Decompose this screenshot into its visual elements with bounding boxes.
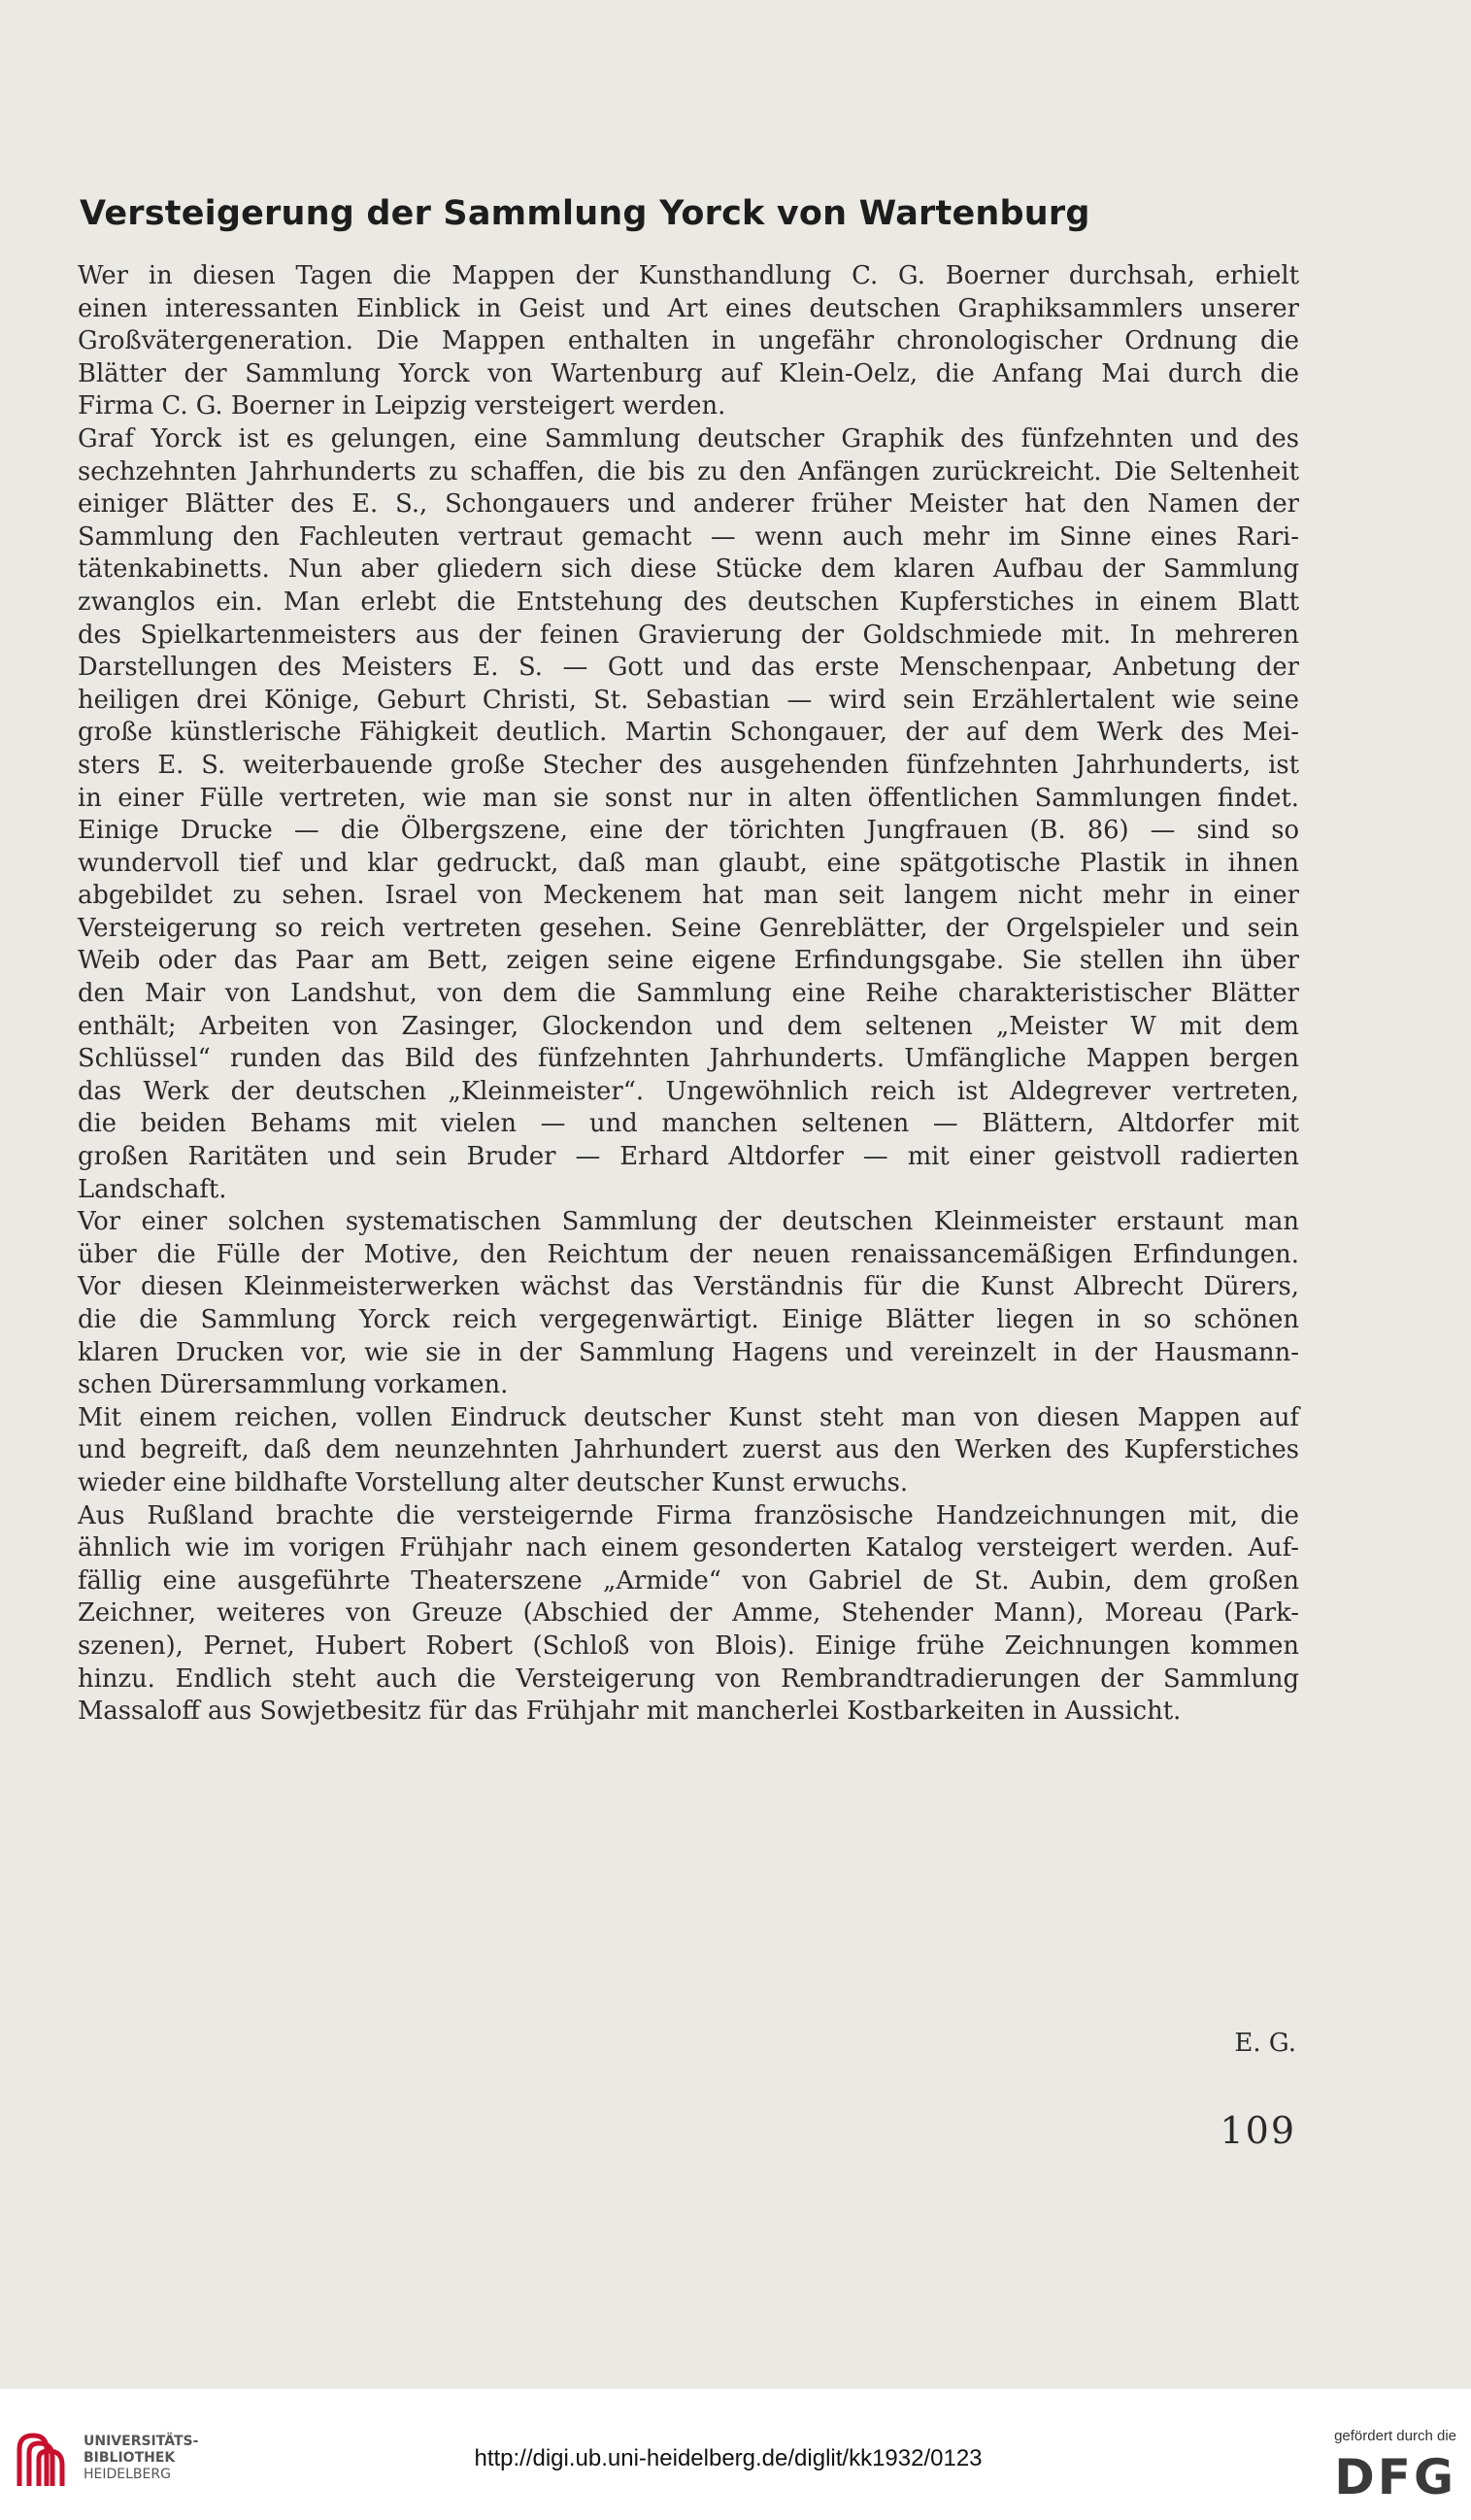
- text-line: die beiden Behams mit vielen — und manchen seltenen — Blättern, Altdorfer mit: [78, 1109, 1299, 1139]
- text-line: Vor diesen Kleinmeisterwerken wächst das Verständnis für die Kunst Albrecht Dürers,: [78, 1272, 1299, 1302]
- text-line: große künstlerische Fähigkeit deutlich. Martin Schongauer, der auf dem Werk des Mei-: [78, 718, 1299, 748]
- text-line: über die Fülle der Motive, den Reichtum der neuen renaissancemäßigen Erfindungen.: [78, 1239, 1299, 1269]
- text-line: tätenkabinetts. Nun aber gliedern sich diese Stücke dem klaren Aufbau der Sammlung: [78, 554, 1299, 585]
- text-line: in einer Fülle vertreten, wie man sie sonst nur in alten öffentlichen Sammlungen findet.: [78, 783, 1299, 813]
- text-line: Weib oder das Paar am Bett, zeigen seine eigene Erfindungsgabe. Sie stellen ihn über: [78, 946, 1299, 976]
- text-line: Versteigerung so reich vertreten gesehen. Seine Genreblätter, der Orgelspieler und sein: [78, 913, 1299, 943]
- text-line: des Spielkartenmeisters aus der feinen Gravierung der Goldschmiede mit. In mehreren: [78, 620, 1299, 650]
- article-title: Versteigerung der Sammlung Yorck von Wartenburg: [80, 194, 1090, 233]
- text-line: enthält; Arbeiten von Zasinger, Glockendon und dem seltenen „Meister W mit dem: [78, 1011, 1299, 1041]
- text-line: Graf Yorck ist es gelungen, eine Sammlung deutscher Graphik des fünfzehnten und des: [78, 423, 1299, 454]
- library-line: BIBLIOTHEK: [84, 2450, 176, 2466]
- text-line: den Mair von Landshut, von dem die Sammlung eine Reihe charakteristischer Blätter: [78, 979, 1299, 1009]
- text-line: einen interessanten Einblick in Geist und Art eines deutschen Graphiksammlers unserer: [78, 293, 1299, 323]
- dfg-logo: DFG: [1334, 2449, 1456, 2505]
- article-paragraph: [78, 1402, 1299, 1500]
- text-line: die die Sammlung Yorck reich vergegenwärtigt. Einige Blätter liegen in so schönen: [78, 1305, 1299, 1334]
- text-line: fällig eine ausgeführte Theaterszene „Armide“ von Gabriel de St. Aubin, dem großen: [78, 1565, 1299, 1596]
- text-line: abgebildet zu sehen. Israel von Meckenem hat man seit langem nicht mehr in einer: [78, 881, 1299, 911]
- text-line: Einige Drucke — die Ölbergszene, eine der törichten Jungfrauen (B. 86) — sind so: [78, 816, 1299, 846]
- text-line: hinzu. Endlich steht auch die Versteigerung von Rembrandtradierungen der Sammlung: [78, 1663, 1299, 1694]
- text-line: wieder eine bildhafte Vorstellung alter deutscher Kunst erwuchs.: [78, 1467, 909, 1497]
- text-line: szenen), Pernet, Hubert Robert (Schloß von Blois). Einige frühe Zeichnungen kommen: [78, 1630, 1299, 1661]
- text-line: klaren Drucken vor, wie sie in der Sammlung Hagens und vereinzelt in der Hausmann-: [78, 1337, 1299, 1367]
- text-line: das Werk der deutschen „Kleinmeister“. Ungewöhnlich reich ist Aldegrever vertreten,: [78, 1076, 1299, 1106]
- text-line: Aus Rußland brachte die versteigernde Firma französische Handzeichnungen mit, die: [78, 1500, 1299, 1530]
- text-line: wundervoll tief und klar gedruckt, daß man glaubt, eine spätgotische Plastik in ihnen: [78, 848, 1299, 878]
- text-line: Landschaft.: [78, 1174, 227, 1204]
- text-line: Großvätergeneration. Die Mappen enthalten in ungefähr chronologischer Ordnung die: [78, 326, 1299, 356]
- library-line: UNIVERSITÄTS-: [84, 2434, 199, 2449]
- text-line: Massaloff aus Sowjetbesitz für das Frühjahr mit mancherlei Kostbarkeiten in Aussicht.: [78, 1697, 1182, 1727]
- text-line: Blätter der Sammlung Yorck von Wartenburg auf Klein-Oelz, die Anfang Mai durch die: [78, 358, 1299, 388]
- article-paragraph: [78, 423, 1299, 1206]
- text-line: sters E. S. weiterbauende große Stecher des ausgehenden fünfzehnten Jahrhunderts, ist: [78, 750, 1299, 780]
- text-line: Schlüssel“ runden das Bild des fünfzehnten Jahrhunderts. Umfängliche Mappen bergen: [78, 1044, 1299, 1074]
- text-line: Vor einer solchen systematischen Sammlung der deutschen Kleinmeister erstaunt man: [78, 1207, 1299, 1237]
- article-paragraph: [78, 1206, 1299, 1402]
- university-library-name: [84, 2434, 198, 2483]
- page-number: 109: [1220, 2109, 1296, 2152]
- article-body: [78, 260, 1299, 1729]
- text-line: zwanglos ein. Man erlebt die Entstehung des deutschen Kupferstiches in einem Blatt: [78, 587, 1299, 617]
- text-line: Mit einem reichen, vollen Eindruck deutscher Kunst steht man von diesen Mappen auf: [78, 1402, 1299, 1432]
- text-line: Zeichner, weiteres von Greuze (Abschied der Amme, Stehender Mann), Moreau (Park-: [78, 1598, 1299, 1629]
- article-paragraph: [78, 260, 1299, 423]
- text-line: Wer in diesen Tagen die Mappen der Kunsthandlung C. G. Boerner durchsah, erhielt: [78, 261, 1299, 290]
- text-line: und begreift, daß dem neunzehnten Jahrhundert zuerst aus den Werken des Kupferstiches: [78, 1435, 1299, 1465]
- text-line: einiger Blätter des E. S., Schongauers und anderer früher Meister hat den Namen der: [78, 489, 1299, 520]
- permalink-url[interactable]: http://digi.ub.uni-heidelberg.de/diglit/kk1932/0123: [474, 2445, 983, 2471]
- text-line: heiligen drei Könige, Geburt Christi, St. Sebastian — wird sein Erzählertalent wie seine: [78, 685, 1299, 715]
- author-signature: E. G.: [1234, 2029, 1296, 2058]
- text-line: schen Dürersammlung vorkamen.: [78, 1370, 509, 1400]
- text-line: ähnlich wie im vorigen Frühjahr nach einem gesonderten Katalog versteigert werden. Auf-: [78, 1533, 1299, 1563]
- text-line: Firma C. G. Boerner in Leipzig versteigert werden.: [78, 391, 726, 421]
- article-paragraph: [78, 1500, 1299, 1729]
- funding-caption: gefördert durch die: [1334, 2428, 1456, 2444]
- text-line: Sammlung den Fachleuten vertraut gemacht — wenn auch mehr im Sinne eines Rari-: [78, 521, 1299, 552]
- text-line: großen Raritäten und sein Bruder — Erhard Altdorfer — mit einer geistvoll radierten: [78, 1142, 1299, 1172]
- university-library-logo-icon: [14, 2428, 68, 2492]
- text-line: sechzehnten Jahrhunderts zu schaffen, die bis zu den Anfängen zurückreicht. Die Seltenheit: [78, 456, 1299, 487]
- library-line: HEIDELBERG: [84, 2467, 171, 2482]
- text-line: Darstellungen des Meisters E. S. — Gott und das erste Menschenpaar, Anbetung der: [78, 653, 1299, 683]
